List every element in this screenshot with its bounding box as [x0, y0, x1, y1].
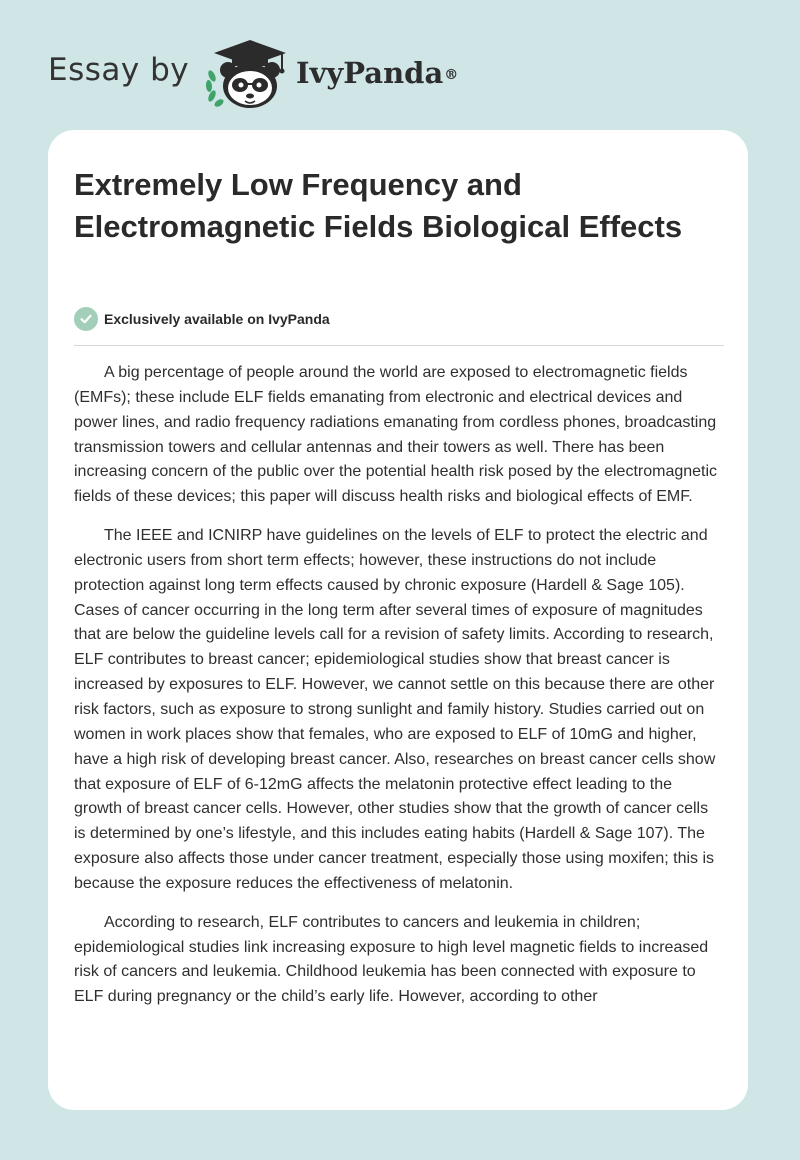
paragraph: The IEEE and ICNIRP have guidelines on the levels of ELF to protect the electric and electronic users from short term effects; however, these instructions do not include protection against long term effects caused by chronic exposure (Hardell & Sage 105). Cases of cancer occurring in the long term after several times of exposure of magnitudes that are below the guideline levels call for a revision of safety limits. According to research, ELF contributes to breast cancer; epidemiological studies show that breast cancer is increased by exposures to ELF. However, we cannot settle on this because there are other risk factors, such as exposure to strong sunlight and family history. Studies carried out on women in work places show that females, who are exposed to ELF of 10mG and higher, have a high risk of developing breast cancer. Also, researches on breast cancer cells show that exposure of ELF of 6-12mG affects the melatonin protective effect leading to the growth of breast cancer cells. However, other studies show that the growth of cancer cells is determined by one’s lifestyle, and this includes eating habits (Hardell & Sage 107). The exposure also affects those under cancer treatment, especially those using moxifen; this is because the exposure reduces the effectiveness of melatonin. [74, 527, 716, 892]
registered-mark: ® [444, 67, 459, 83]
essay-body [74, 361, 724, 1024]
site-header [0, 0, 800, 128]
panda-graduate-icon [200, 36, 294, 108]
essay-card [48, 130, 748, 1110]
check-circle-icon [74, 307, 98, 331]
paragraph: A big percentage of people around the world are exposed to electromagnetic fields (EMFs); these include ELF fields emanating from electronic and electrical devices and power lines, and radio frequency radiations emanating from cordless phones, broadcasting transmission towers and cellular antennas and their towers as well. There has been increasing concern of the public over the potential health risk posed by the electromagnetic fields of these devices; this paper will discuss health risks and biological effects of EMF. [74, 364, 718, 506]
paragraph: According to research, ELF contributes to cancers and leukemia in children; epidemiological studies link increasing exposure to high level magnetic fields to increased risk of cancers and leukemia. Childhood leukemia has been connected with exposure to ELF during pregnancy or the child’s early life. However, according to other [74, 913, 709, 1006]
exclusive-label: Exclusively available on IvyPanda [104, 311, 330, 327]
brand-name[interactable] [296, 53, 458, 93]
exclusive-badge [74, 306, 330, 332]
brand-name-text: IvyPanda [296, 56, 444, 90]
essay-by-label: Essay by [48, 52, 190, 88]
page-title: Extremely Low Frequency and Electromagnetic Fields Biological Effects [74, 167, 683, 244]
divider [74, 345, 724, 346]
